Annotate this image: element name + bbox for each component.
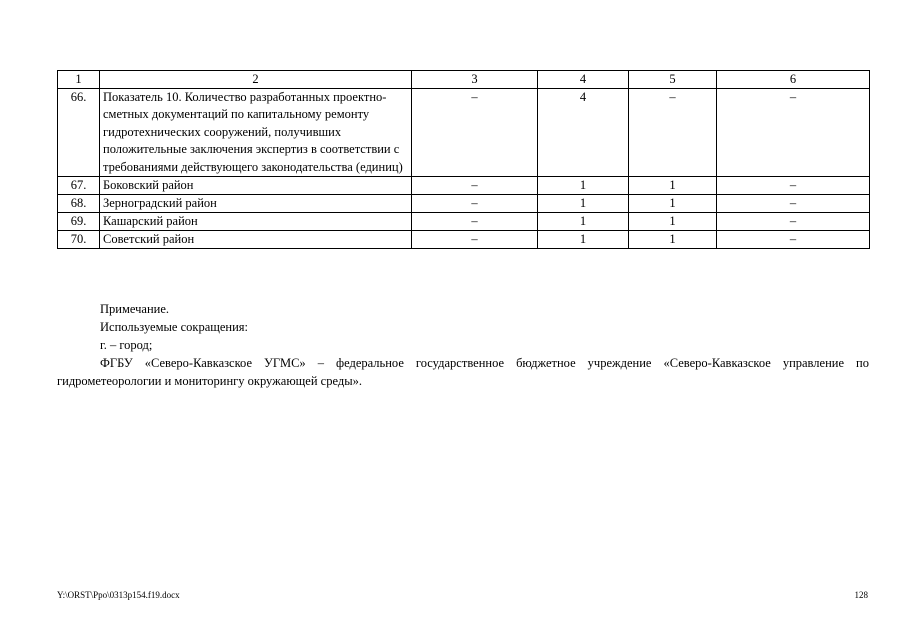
row-value-col6: – <box>717 213 870 231</box>
row-value-col4: 1 <box>538 195 629 213</box>
row-number: 68. <box>58 195 100 213</box>
row-number: 70. <box>58 231 100 249</box>
abbreviations-heading: Используемые сокращения: <box>100 320 249 334</box>
row-name: Зерноградский район <box>100 195 412 213</box>
row-value-col4: 1 <box>538 213 629 231</box>
row-number: 66. <box>58 89 100 177</box>
row-value-col3: – <box>412 195 538 213</box>
table-header-row <box>58 71 870 89</box>
row-value-col5: – <box>629 89 717 177</box>
notes-title: Примечание. <box>100 302 170 316</box>
footer-file-path: Y:\ORST\Ppo\0313p154.f19.docx <box>57 590 180 600</box>
row-value-col6: – <box>717 195 870 213</box>
notes-section <box>57 300 869 390</box>
row-value-col6: – <box>717 89 870 177</box>
table-row <box>58 89 870 177</box>
row-value-col5: 1 <box>629 213 717 231</box>
header-cell: 1 <box>58 71 100 89</box>
header-cell: 3 <box>412 71 538 89</box>
row-name: Кашарский район <box>100 213 412 231</box>
row-number: 69. <box>58 213 100 231</box>
table-row <box>58 177 870 195</box>
row-value-col4: 1 <box>538 177 629 195</box>
abbreviation-city: г. – город; <box>100 338 153 352</box>
row-value-col5: 1 <box>629 177 717 195</box>
row-number: 67. <box>58 177 100 195</box>
header-cell: 6 <box>717 71 870 89</box>
table-row <box>58 213 870 231</box>
row-value-col4: 4 <box>538 89 629 177</box>
row-name: Боковский район <box>100 177 412 195</box>
row-value-col6: – <box>717 177 870 195</box>
row-value-col3: – <box>412 231 538 249</box>
row-value-col3: – <box>412 177 538 195</box>
footer-page-number: 128 <box>854 590 868 600</box>
row-value-col3: – <box>412 89 538 177</box>
abbreviation-fgbu: ФГБУ «Северо-Кавказское УГМС» – федеральное государственное бюджетное учреждение «Северо-Кавказское управление по гидрометеорологии и мониторингу окружающей среды». <box>57 356 869 388</box>
table-row <box>58 231 870 249</box>
row-value-col3: – <box>412 213 538 231</box>
row-name: Показатель 10. Количество разработанных проектно-сметных документаций по капитальному ремонту гидротехнических сооружений, получивших положительные заключения экспертиз в соответствии с требованиями действующего законодательства (единиц) <box>100 89 412 177</box>
header-cell: 5 <box>629 71 717 89</box>
row-value-col5: 1 <box>629 231 717 249</box>
row-value-col6: – <box>717 231 870 249</box>
row-value-col4: 1 <box>538 231 629 249</box>
header-cell: 2 <box>100 71 412 89</box>
indicator-table <box>57 70 870 249</box>
row-name: Советский район <box>100 231 412 249</box>
header-cell: 4 <box>538 71 629 89</box>
row-value-col5: 1 <box>629 195 717 213</box>
table-row <box>58 195 870 213</box>
